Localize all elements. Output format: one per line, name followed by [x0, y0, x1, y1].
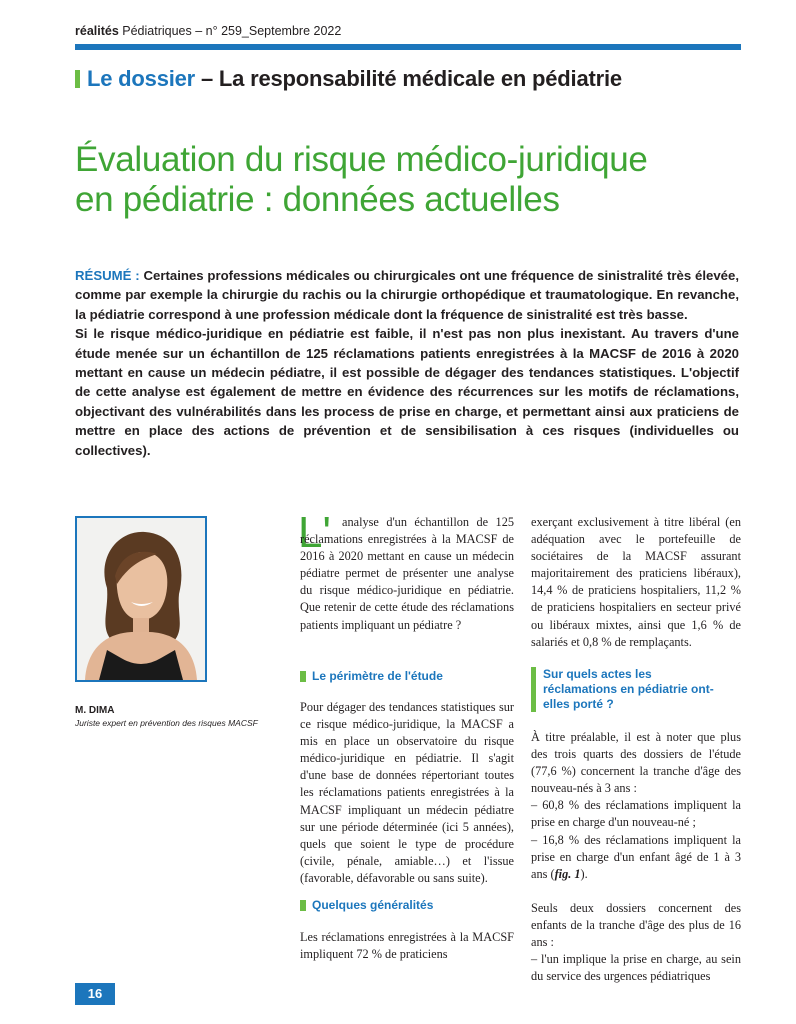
- section-topic: – La responsabilité médicale en pédiatrie: [200, 66, 622, 91]
- intro-paragraph: [300, 514, 514, 634]
- abstract-text-1: Certaines professions médicales ou chirurgicales ont une fréquence de sinistralité très élevée, comme par exemple la chirurgie du rachis ou la chirurgie orthopédique et traumatologique. En revanche, la pédiatrie correspond à une profession médicale dont la fréquence de sinistralité est très basse.: [75, 268, 739, 322]
- intro-text: analyse d'un échantillon de 125 réclamations enregistrées à la MACSF de 2016 à 2020 mettant en cause un médecin pédiatre permet de présenter une analyse du risque médico-juridique en pédiatrie. Que retenir de cette étude des réclamations patients impliquant un pédiatre ?: [300, 515, 514, 632]
- running-head: [75, 24, 341, 38]
- journal-issue: Pédiatriques – n° 259_Septembre 2022: [122, 24, 342, 38]
- actes-list-item-2-text: – 16,8 % des réclamations impliquent la prise en charge d'un enfant âgé de 1 à 3 ans (: [531, 832, 741, 881]
- drop-cap-letter: L': [298, 508, 331, 557]
- header-rule: [75, 44, 741, 50]
- column-2-top-paragraph: [531, 514, 741, 651]
- actes-list-item-2-end: ).: [580, 866, 588, 881]
- section-heading: [87, 66, 622, 92]
- abstract-paragraph-2: Si le risque médico-juridique en pédiatrie est faible, il n'est pas non plus inexistant. Au travers d'une étude menée sur un échantillon de 125 réclamations patients enregistrées à la MACSF de 2016 à 2020 mettant en cause un médecin pédiatre, il est possible de dégager des tendances statistiques. L'objectif de cette analyse est également de mettre en évidence des récurrences sur les motifs de réclamations, objectivant des vulnérabilités dans les process de prise en charge, et permettant ainsi aux praticiens de mettre en place des actions de prévention et de sensibilisation à ces risques (individuelles ou collectives).: [75, 326, 739, 458]
- actes-list-item-3: – l'un implique la prise en charge, au sein du service des urgences pédiatriques: [531, 952, 741, 984]
- section-dossier-label: Le dossier: [87, 66, 196, 91]
- subhead-marker-1: [300, 671, 306, 682]
- author-photo: [75, 516, 207, 682]
- subhead-perimetre: Le périmètre de l'étude: [312, 669, 443, 683]
- actes-section: [531, 729, 741, 985]
- figure-reference[interactable]: fig. 1: [554, 866, 581, 881]
- actes-list-item-1: – 60,8 % des réclamations impliquent la prise en charge d'un nouveau-né ;: [531, 798, 741, 830]
- article-title-line-1: Évaluation du risque médico-juridique: [75, 140, 648, 179]
- author-name: M. DIMA: [75, 705, 115, 716]
- generalites-paragraph: [300, 929, 514, 963]
- page-number: 16: [75, 983, 115, 1005]
- column-2-top-text: exerçant exclusivement à titre libéral (en adéquation avec le portefeuille de sociétaires de la MACSF assurant majoritairement des praticiens libéraux), 14,4 % de praticiens hospitaliers, 11,2 % de praticiens hospitaliers en secteur privé ou libéraux mixtes, ainsi que 1,6 % de salariés et 0,8 % de remplaçants.: [531, 515, 741, 649]
- abstract-label: RÉSUMÉ :: [75, 268, 140, 283]
- article-title-line-2: en pédiatrie : données actuelles: [75, 180, 560, 219]
- abstract-paragraph-1: [75, 266, 739, 324]
- actes-paragraph-2: Seuls deux dossiers concernent des enfants de la tranche d'âge des plus de 16 ans :: [531, 900, 741, 950]
- author-role: Juriste expert en prévention des risques MACSF: [75, 718, 258, 728]
- journal-brand: réalités: [75, 24, 119, 38]
- generalites-text: Les réclamations enregistrées à la MACSF impliquent 72 % de praticiens: [300, 930, 514, 962]
- subhead-actes: Sur quels actes les réclamations en pédiatrie ont-elles porté ?: [543, 667, 714, 711]
- subhead-marker-2: [300, 900, 306, 911]
- article-title: [75, 140, 735, 220]
- subhead-generalites: Quelques généralités: [312, 898, 434, 912]
- perimetre-paragraph: [300, 699, 514, 887]
- perimetre-text: Pour dégager des tendances statistiques sur ce risque médico-juridique, la MACSF a mis en place un observatoire du risque médico-juridique en pédiatrie. Il s'agit d'une base de données répertoriant toutes les réclamations patients enregistrées à la MACSF impliquant un médecin pédiatre sur une période déterminée (ici 5 années), quels que soient le type de procédure (civile, pénale, amiable…) et l'issue (favorable, défavorable ou sans suite).: [300, 700, 514, 885]
- subhead-marker-3: [531, 667, 536, 712]
- abstract: [75, 266, 739, 460]
- actes-paragraph-1: À titre préalable, il est à noter que plus des trois quarts des dossiers de l'étude (77,6 %) concernent la tranche d'âge des nouveau-nés à 3 ans :: [531, 730, 741, 796]
- actes-list-item-2: [531, 832, 741, 883]
- section-marker-bar: [75, 70, 80, 88]
- author-portrait-illustration: [77, 518, 205, 680]
